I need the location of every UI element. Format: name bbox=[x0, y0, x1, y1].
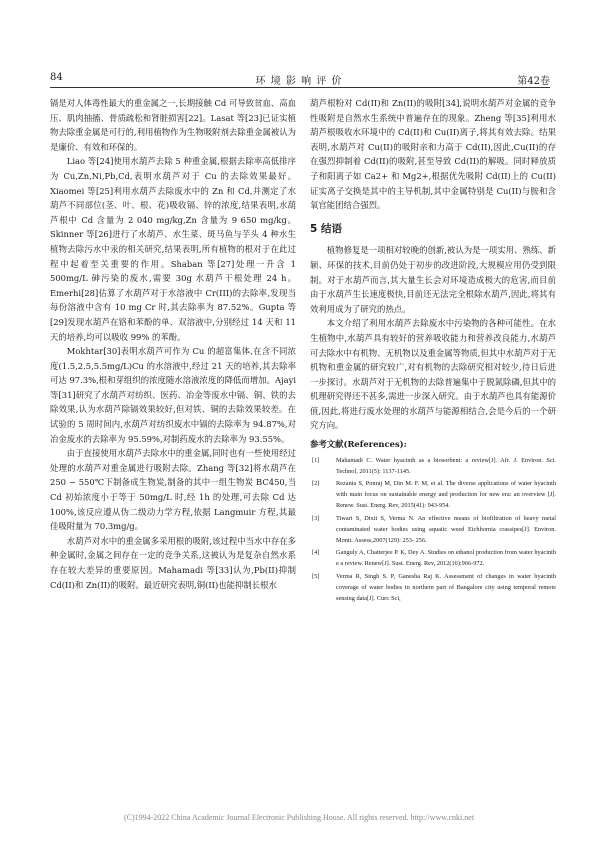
reference-item bbox=[310, 513, 556, 547]
reference-item bbox=[310, 571, 556, 605]
paragraph: 水葫芦对水中的重金属多采用根的吸附,该过程中当水中存在多种金属时,金属之间存在一定的竞争关系,这被认为是复杂自然水系存在较大差异的重要原因。Mahamadi 等[33]认为,Pb(II)抑制 Cd(II)和 Zn(II)的吸附。最近研究表明,铜(II)也能抑制长根水 bbox=[50, 535, 296, 590]
copyright-footer: (C)1994-2022 China Academic Journal Electronic Publishing House. All rights reserved. http://www.cnki.net bbox=[123, 813, 475, 822]
paragraph: 植物修复是一项相对较晚的创新,被认为是一项实用、熟练、新颖、环保的技术,目前仍处于初步的改进阶段,大规模应用仍受到限制。对于水葫芦而言,其大量生长会对环境造成极大的危害,而目前由于水葫芦生长速度极快,目前还无法完全根除水葫芦,因此,将其有效利用成为了研究的热点。 bbox=[310, 245, 556, 314]
paragraph: 本文介绍了利用水葫芦去除废水中污染物的各种可能性。在水生植物中,水葫芦具有较好的营养吸收能力和营养改良能力,水葫芦可去除水中有机物、无机物以及重金属等物质,但其中水葫芦对于无机物和重金属的研究较广,对有机物的去除研究相对较少,待日后进一步探讨。水葫芦对于无机物的去除普遍集中于脱氮除磷,但其中的机理研究得还不甚多,需进一步深入研究。由于水葫芦也具有能源价值,因此,将进行废水处理的水葫芦与能源相结合,会是今后的一个研究方向。 bbox=[310, 318, 556, 431]
reference-item bbox=[310, 478, 556, 512]
reference-number: [2] bbox=[312, 480, 320, 488]
reference-text: Verma R, Singh S. P, Ganesha Raj K. Assessment of changes in water hyacinth coverage of water bodies in northern part of Bangalore city using temporal remote sensing data[J]. Curr. Sci, bbox=[336, 572, 556, 603]
reference-list bbox=[310, 455, 556, 605]
right-paragraphs bbox=[310, 96, 556, 213]
header-rule bbox=[50, 87, 550, 88]
references-title: 参考文献(References): bbox=[310, 439, 407, 450]
paragraph: 镉是对人体毒性最大的重金属之一,长期接触 Cd 可导致贫血、高血压、肌肉抽搐、骨质疏松和肾脏损害[22]。Lasat 等[23]已证实植物去除重金属是可行的,利用植物作为生物吸附剂去除重金属被认为是廉价、有效和环保的。 bbox=[50, 98, 296, 152]
page-number: 84 bbox=[50, 72, 63, 83]
volume-label: 第42卷 bbox=[517, 76, 550, 87]
reference-number: [3] bbox=[312, 514, 320, 522]
paragraph: 葫芦根粉对 Cd(II)和 Zn(II)的吸附[34],说明水葫芦对金属的竞争性吸附是自然水生系统中普遍存在的现象。Zheng 等[35]利用水葫芦根吸收水环境中的 Cd(II)和 Cu(II)离子,将其有效去除。结果表明,水葫芦对 Cu(II)的吸附亲和力高于 Cd(II),因此,Cu(II)的存在强烈抑制着 Cd(II)的吸附,甚至导致 Cd(II)的解吸。同时释放质子和阳离子如 Ca2+ 和 Mg2+,根据优先吸附 Cd(II)上的 Cu(II)证实离子交换是其中的主导机制,其中金属特别是 Cu(II)与胺和含氧官能团结合强烈。 bbox=[310, 98, 556, 211]
left-column bbox=[50, 96, 296, 592]
reference-number: [4] bbox=[312, 549, 320, 557]
reference-item bbox=[310, 547, 556, 569]
reference-text: Tiwari S, Dixit S, Verma N. An effective means of biofiltration of heavy metal contaminated water bodies using aquatic weed Eichhornia crassipes[J]. Environ. Monit. Assess,2007(129): 253- 256. bbox=[336, 514, 556, 545]
reference-text: Ganguly A, Chatterjee P. K, Dey A. Studies on ethanol production from water hyacinth e a review. Renew[J]. Sust. Energ. Rev, 2012(16):966-972. bbox=[336, 549, 556, 568]
paragraph: 由于直接使用水葫芦去除水中的重金属,同时也有一些使用经过处理的水葫芦对重金属进行吸附去除。Zhang 等[32]将水葫芦在 250 ~ 550℃下制备成生物炭,制备的其中一组生物炭 BC450,当 Cd 初始浓度小于等于 50mg/L 时,经 1h 的处理,可去除 Cd 达 100%,该反应遵从伪二级动力学方程,依据 Langmuir 方程,其最佳吸附量为 70.3mg/g。 bbox=[50, 448, 296, 532]
paragraph: Liao 等[24]使用水葫芦去除 5 种重金属,根据去除率高低排序为 Cu,Zn,Ni,Pb,Cd,表明水葫芦对于 Cu 的去除效果最好。Xiaomei 等[25]利用水葫芦去除废水中的 Zn 和 Cd,并测定了水葫芦不同部位(茎、叶、根、花)吸收镉、锌的浓度,结果表明,水葫芦根中 Cd 含量为 2 040 mg/kg,Zn 含量为 9 650 mg/kg。Skinner 等[26]进行了水葫芦、水生菜、斑马鱼与芋头 4 种水生植物去除污水中汞的相关研究,结果表明,所有植物的根对于在此过程中起着至关重要的作用。Shaban 等[27]处理一升含 1 500mg/L 砷污染的废水,需要 30g 水葫芦干根处理 24 h。Emerhi[28]估算了水葫芦对于水溶液中 Cr(III)的去除率,发现当每份溶液中含有 10 mg Cr 时,其去除率为 87.52%。Gupta 等[29]发现水葫芦在铬和苯酚的单、双溶液中,分别经过 14 天和 11 天的培养,均可以吸收 99% 的苯酚。 bbox=[50, 156, 296, 342]
paragraph: Mokhtar[30]表明水葫芦可作为 Cu 的超富集体,在含不同浓度(1.5,2.5,5.5mg/L)Cu 的水溶液中,经过 21 天的培养,其去除率可达 97.3%,根和芽组织的浓度随水溶液浓度的降低而增加。Ajayi 等[31]研究了水葫芦对纺织、医药、冶金等废水中镉、铜、铁的去除效果,认为水葫芦除镉效果较好,但对铁、铜的去除效果较差。在试验的 5 周时间内,水葫芦对纺织废水中镉的去除率为 94.87%,对冶金废水的去除率为 95.59%,对制药废水的去除率为 93.55%。 bbox=[50, 346, 296, 444]
reference-number: [1] bbox=[312, 456, 320, 464]
reference-text: Mahamadi C. Water hyacinth as a biosorbent: a review[J]. Afr. J. Environ. Sci. Technol, 2011(5): 1137-1145. bbox=[336, 456, 556, 475]
journal-title: 环 境 影 响 评 价 bbox=[255, 76, 343, 87]
section-title: 5 结语 bbox=[310, 222, 342, 235]
conclusion-paragraphs bbox=[310, 243, 556, 433]
reference-text: Rezania S, Ponraj M, Din M. F. M, et al. The diverse applications of water hyacinth with main focus on sustainable energy and production for new era: an overview [J]. Renew. Sust. Energ. Rev, 2015(41): 943-954. bbox=[336, 480, 556, 510]
reference-item bbox=[310, 455, 556, 477]
reference-number: [5] bbox=[312, 572, 320, 580]
right-column bbox=[310, 96, 556, 605]
